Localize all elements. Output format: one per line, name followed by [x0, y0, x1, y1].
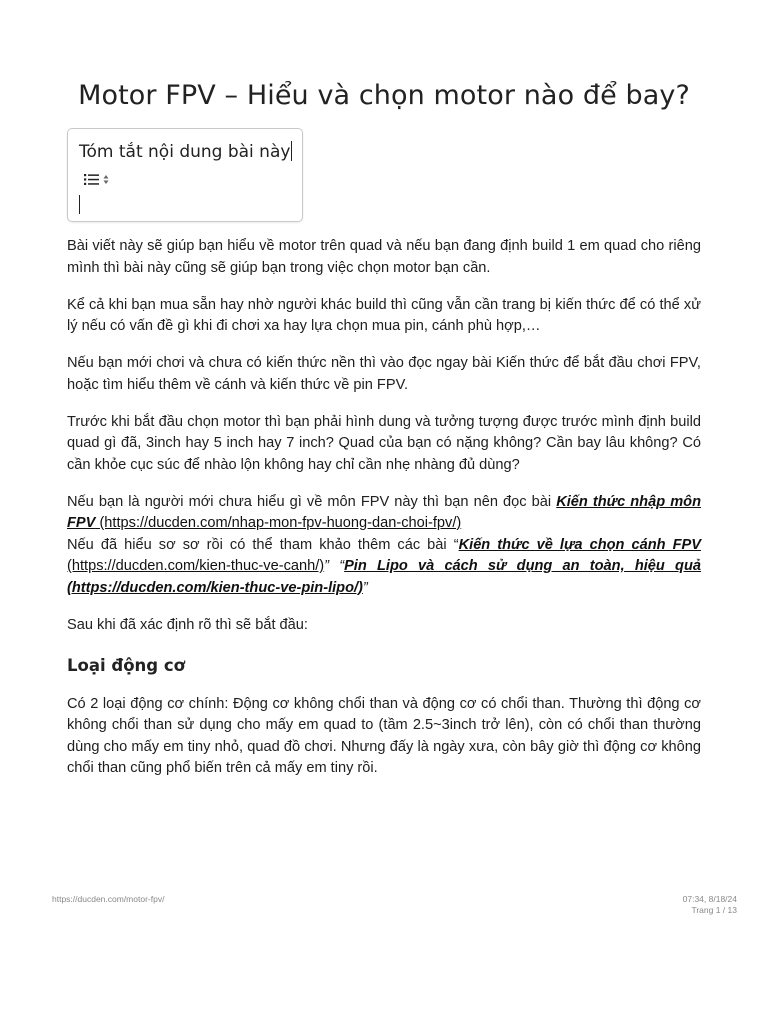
footer-meta: [683, 894, 737, 916]
toc-toggle-button[interactable]: [84, 173, 109, 186]
footer-url: https://ducden.com/motor-fpv/: [52, 894, 165, 904]
section-heading: Loại động cơ: [67, 656, 185, 675]
paragraph: Sau khi đã xác định rõ thì sẽ bắt đầu:: [67, 616, 308, 633]
footer-page-number: Trang 1 / 13: [691, 905, 737, 915]
paragraph: Trước khi bắt đầu chọn motor thì bạn phải hình dung và tưởng tượng được trước mình định build quad gì đã, 3inch hay 5 inch hay 7 inch? Quad của bạn có nặng không? Cần bay lâu không? Có cần khỏe cục súc để nhào lộn không hay chỉ cần nhẹ nhàng đủ dùng?: [67, 413, 701, 473]
page-title: Motor FPV – Hiểu và chọn motor nào để bay?: [78, 80, 690, 111]
link-kien-thuc-nhap-mon[interactable]: Kiến thức nhập môn FPV (https://ducden.com/nhap-mon-fpv-huong-dan-choi-fpv/): [67, 493, 701, 531]
sort-arrows-icon: [103, 174, 109, 185]
text-cursor: [79, 195, 80, 214]
paragraph: Kể cả khi bạn mua sẵn hay nhờ người khác build thì cũng vẫn cần trang bị kiến thức để có thể xử lý nếu có vấn đề gì khi đi chơi xa hay lựa chọn mua pin, cánh phù hợp,…: [67, 296, 701, 334]
link-pin-lipo[interactable]: Pin Lipo và cách sử dụng an toàn, hiệu quả (https://ducden.com/kien-thuc-ve-pin-lipo/): [67, 558, 701, 596]
footer-datetime: 07:34, 8/18/24: [682, 894, 737, 904]
toc-title: Tóm tắt nội dung bài này: [79, 142, 291, 162]
table-of-contents: [67, 128, 303, 222]
link-kien-thuc-canh[interactable]: Kiến thức về lựa chọn cánh FPV (https://ducden.com/kien-thuc-ve-canh/): [67, 536, 701, 574]
paragraph: Bài viết này sẽ giúp bạn hiểu về motor trên quad và nếu bạn đang định build 1 em quad cho riêng mình thì bài này cũng sẽ giúp bạn trong việc chọn motor bạn cần.: [67, 238, 701, 276]
article-body: [67, 236, 701, 795]
text-caret: [291, 141, 292, 161]
paragraph-links: Nếu bạn là người mới chưa hiểu gì về môn FPV này thì bạn nên đọc bài Kiến thức nhập môn FPV (https://ducden.com/nhap-mon-fpv-huong-dan-choi-fpv/) Nếu đã hiểu sơ sơ rồi có thể tham khảo thêm các bài “Kiến thức về lựa chọn cánh FPV (https://ducden.com/kien-thuc-ve-canh/)” “Pin Lipo và cách sử dụng an toàn, hiệu quả (https://ducden.com/kien-thuc-ve-pin-lipo/)”: [67, 493, 701, 596]
paragraph: Nếu bạn mới chơi và chưa có kiến thức nền thì vào đọc ngay bài Kiến thức để bắt đầu chơi FPV, hoặc tìm hiểu thêm về cánh và kiến thức về pin FPV.: [67, 355, 701, 393]
list-icon: [84, 173, 100, 186]
paragraph: Có 2 loại động cơ chính: Động cơ không chổi than và động cơ có chổi than. Thường thì động cơ không chổi than sử dụng cho mấy em quad to (tầm 2.5~3inch trở lên), còn có chổi than thường dùng cho mấy em tiny nhỏ, quad đồ chơi. Nhưng đấy là ngày xưa, còn bây giờ thì động cơ không chổi than cũng phổ biến trên cả mấy em tiny rồi.: [67, 695, 701, 776]
